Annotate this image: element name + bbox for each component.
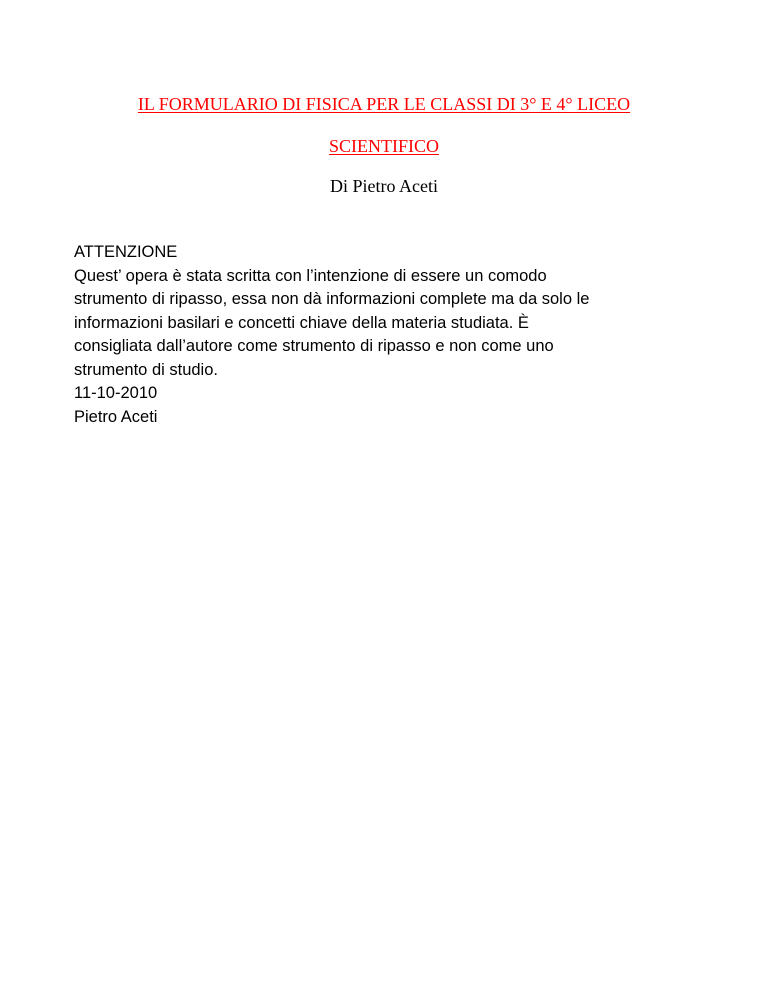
- notice-line: informazioni basilari e concetti chiave della materia studiata. È: [74, 313, 529, 332]
- signature: Pietro Aceti: [74, 407, 158, 426]
- title-line-1: IL FORMULARIO DI FISICA PER LE CLASSI DI 3° E 4° LICEO: [137, 94, 631, 114]
- notice-block: [74, 241, 714, 429]
- notice-line: Quest’ opera è stata scritta con l’intenzione di essere un comodo: [74, 266, 547, 285]
- byline: Di Pietro Aceti: [330, 176, 438, 196]
- title-line-2: SCIENTIFICO: [328, 136, 439, 156]
- notice-heading: ATTENZIONE: [74, 243, 178, 261]
- notice-line: strumento di studio.: [74, 360, 218, 379]
- date: 11-10-2010: [74, 384, 158, 402]
- notice-line: consigliata dall’autore come strumento di ripasso e non come uno: [74, 337, 554, 355]
- notice-line: strumento di ripasso, essa non dà informazioni complete ma da solo le: [74, 290, 590, 308]
